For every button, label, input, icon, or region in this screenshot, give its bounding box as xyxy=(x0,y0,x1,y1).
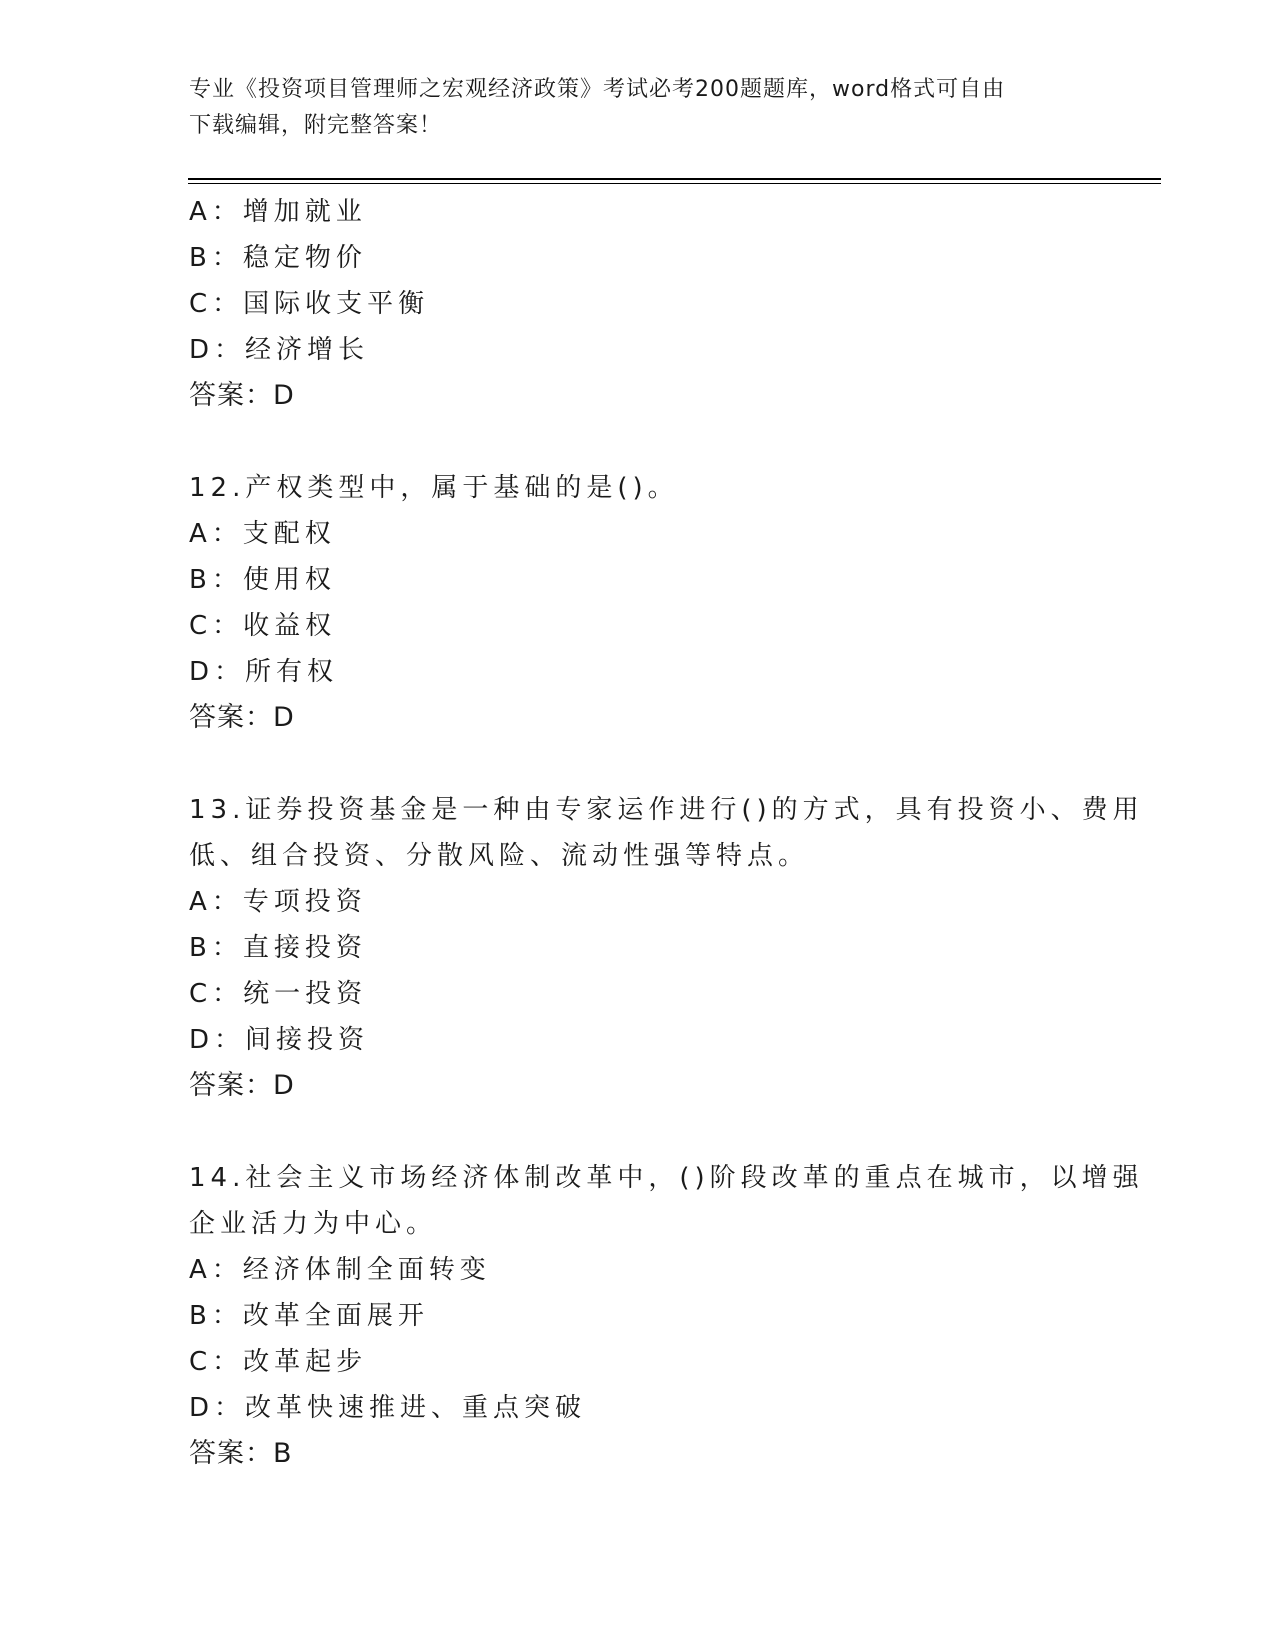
option-a: A：支配权 xyxy=(189,519,336,549)
option-b: B：使用权 xyxy=(189,565,336,595)
option-c: C：统一投资 xyxy=(189,979,368,1009)
header-rule-thick xyxy=(188,178,1161,180)
spacer xyxy=(189,741,1089,787)
header-rule-thin xyxy=(188,183,1161,184)
question-stem: 12.产权类型中，属于基础的是()。 xyxy=(189,473,679,503)
option-c: C：改革起步 xyxy=(189,1347,368,1377)
option-d: D：改革快速推进、重点突破 xyxy=(189,1393,587,1423)
spacer xyxy=(189,1109,1089,1155)
question-stem-line-1: 13.证券投资基金是一种由专家运作进行()的方式，具有投资小、费用 xyxy=(189,795,1144,825)
option-d: D：经济增长 xyxy=(189,335,370,365)
spacer xyxy=(189,419,1089,465)
option-a: A：增加就业 xyxy=(189,197,367,227)
question-11 xyxy=(189,189,1089,419)
option-b: B：改革全面展开 xyxy=(189,1301,429,1331)
header-line-1: 专业《投资项目管理师之宏观经济政策》考试必考200题题库，word格式可自由 xyxy=(189,77,1006,102)
question-12 xyxy=(189,465,1089,741)
answer: 答案：D xyxy=(189,702,295,733)
option-c: C：收益权 xyxy=(189,611,337,641)
answer: 答案：D xyxy=(189,1070,295,1101)
option-c: C：国际收支平衡 xyxy=(189,289,430,319)
option-a: A：经济体制全面转变 xyxy=(189,1255,491,1285)
question-stem-line-1: 14.社会主义市场经济体制改革中，()阶段改革的重点在城市，以增强 xyxy=(189,1163,1144,1193)
question-14 xyxy=(189,1155,1144,1477)
question-stem-line-2: 企业活力为中心。 xyxy=(189,1209,438,1239)
question-list xyxy=(189,189,1144,1477)
option-b: B：稳定物价 xyxy=(189,243,367,273)
option-d: D：所有权 xyxy=(189,657,339,687)
answer: 答案：B xyxy=(189,1438,293,1469)
document-header xyxy=(189,72,1069,144)
header-line-2: 下载编辑，附完整答案！ xyxy=(189,113,443,138)
answer: 答案：D xyxy=(189,380,295,411)
question-stem-line-2: 低、组合投资、分散风险、流动性强等特点。 xyxy=(189,841,810,871)
option-d: D：间接投资 xyxy=(189,1025,370,1055)
question-13 xyxy=(189,787,1144,1109)
option-a: A：专项投资 xyxy=(189,887,367,917)
option-b: B：直接投资 xyxy=(189,933,367,963)
